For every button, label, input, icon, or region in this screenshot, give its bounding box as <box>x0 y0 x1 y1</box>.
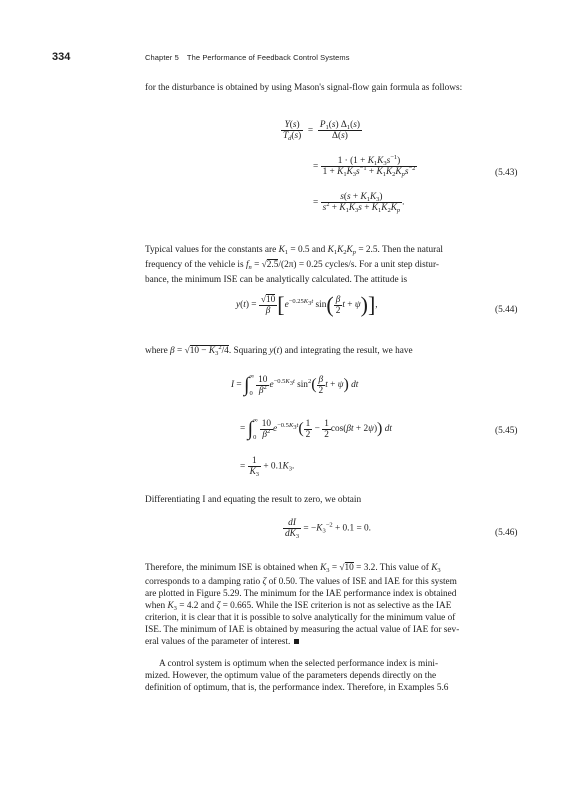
eq545-number: (5.45) <box>495 426 518 436</box>
para6-line1: A control system is optimum when the selected performance index is mini- <box>159 659 439 669</box>
para6-line3: definition of optimum, that is, the performance index. Therefore, in Examples 5.6 <box>145 683 449 693</box>
para6-line2: mized. However, the optimum value of the parameters depends directly on the <box>145 671 437 681</box>
eq545-line3: = $\frac{1}{K_3}$ + $0.1K_3$. <box>240 456 295 478</box>
running-header <box>145 53 350 62</box>
eq545-line2: = ∫ ∞ 0 $\frac{10}{\beta^2}$ $e^{-0.5K_3t}$( $\frac{1}{2}$ − $\frac{1}{2}$ cos(βt + 2ψ)) dt <box>240 417 392 441</box>
chapter-label: Chapter 5 <box>145 53 179 62</box>
para5-line7-text: eral values of the parameter of interest. <box>145 637 291 647</box>
paragraph-differentiate: Differentiating I and equating the result to zero, we obtain <box>145 495 362 505</box>
paragraph-intro: for the disturbance is obtained by using Mason's signal-flow gain formula as follows: <box>145 83 463 93</box>
para5-line5: criterion, it is clear that it is possible to solve analytically for the minimum value of <box>145 613 456 623</box>
eq543-line1: $\frac{Y(s)}{T_d(s)}$ = $\frac{P_1(s) \Delta_1(s)}{\Delta(s)}$ <box>283 120 360 142</box>
chapter-title: The Performance of Feedback Control Systems <box>186 53 350 62</box>
eq546-number: (5.46) <box>495 528 518 538</box>
eq543-number: (5.43) <box>495 168 518 178</box>
eq546-body: $\frac{dI}{dK_3}$ = $-K_3^{-2} + 0.1 = 0$. <box>285 518 372 540</box>
para5-line7 <box>145 636 523 648</box>
eq543-line2: = $\frac{1 \cdot (1 + K_1K_3s^{-1})}{1 + K_1K_3s^{-1} + K_1K_2K_ps^{-2}}$ <box>313 154 416 178</box>
eq544-number: (5.44) <box>495 305 518 315</box>
para2-line2: frequency of the vehicle is $f_n = √2.5/(2\pi) = 0.25$ cycles/s. For a unit step distur- <box>145 260 439 271</box>
paragraph-beta: where $\beta = √10 - K_3^2/4$. Squaring y(t) and integrating the result, we have <box>145 344 413 357</box>
para5-line6: ISE. The minimum of IAE is obtained by measuring the actual value of IAE for sev- <box>145 625 460 635</box>
para5-line1: Therefore, the minimum ISE is obtained when $K_3 = √10 = 3.2$. This value of $K_3$ <box>145 563 441 574</box>
eq543-line3: = $\frac{s(s + K_1K_3)}{s^2 + K_1K_3s + K_1K_2K_p}$ . <box>313 192 405 214</box>
para5-line2: corresponds to a damping ratio ζ of 0.50. The values of ISE and IAE for this system <box>145 577 457 587</box>
para2-line3: bance, the minimum ISE can be analytically calculated. The attitude is <box>145 275 408 285</box>
para5-line4: when $K_3 = 4.2$ and ζ = 0.665. While the ISE criterion is not as selective as the IAE <box>145 601 452 612</box>
page-number: 334 <box>52 51 71 63</box>
para5-line3: are plotted in Figure 5.29. The minimum for the IAE performance index is obtained <box>145 589 457 599</box>
para2-line1: Typical values for the constants are $K_1 = 0.5$ and $K_1K_2K_p = 2.5$. Then the natural <box>145 245 443 256</box>
eq545-line1: I = ∫ ∞ 0 $\frac{10}{\beta^2}$ $e^{-0.5K_3t}$ $\sin^2$( $\frac{\beta}{2}$ t + ψ) dt <box>231 373 359 397</box>
eq544-body: y(t) = $\frac{√10}{\beta}$ [$e^{-0.25K_3t}$ sin( $\frac{\beta}{2}$ t + ψ)], <box>236 292 378 317</box>
end-of-example-square <box>294 639 299 644</box>
